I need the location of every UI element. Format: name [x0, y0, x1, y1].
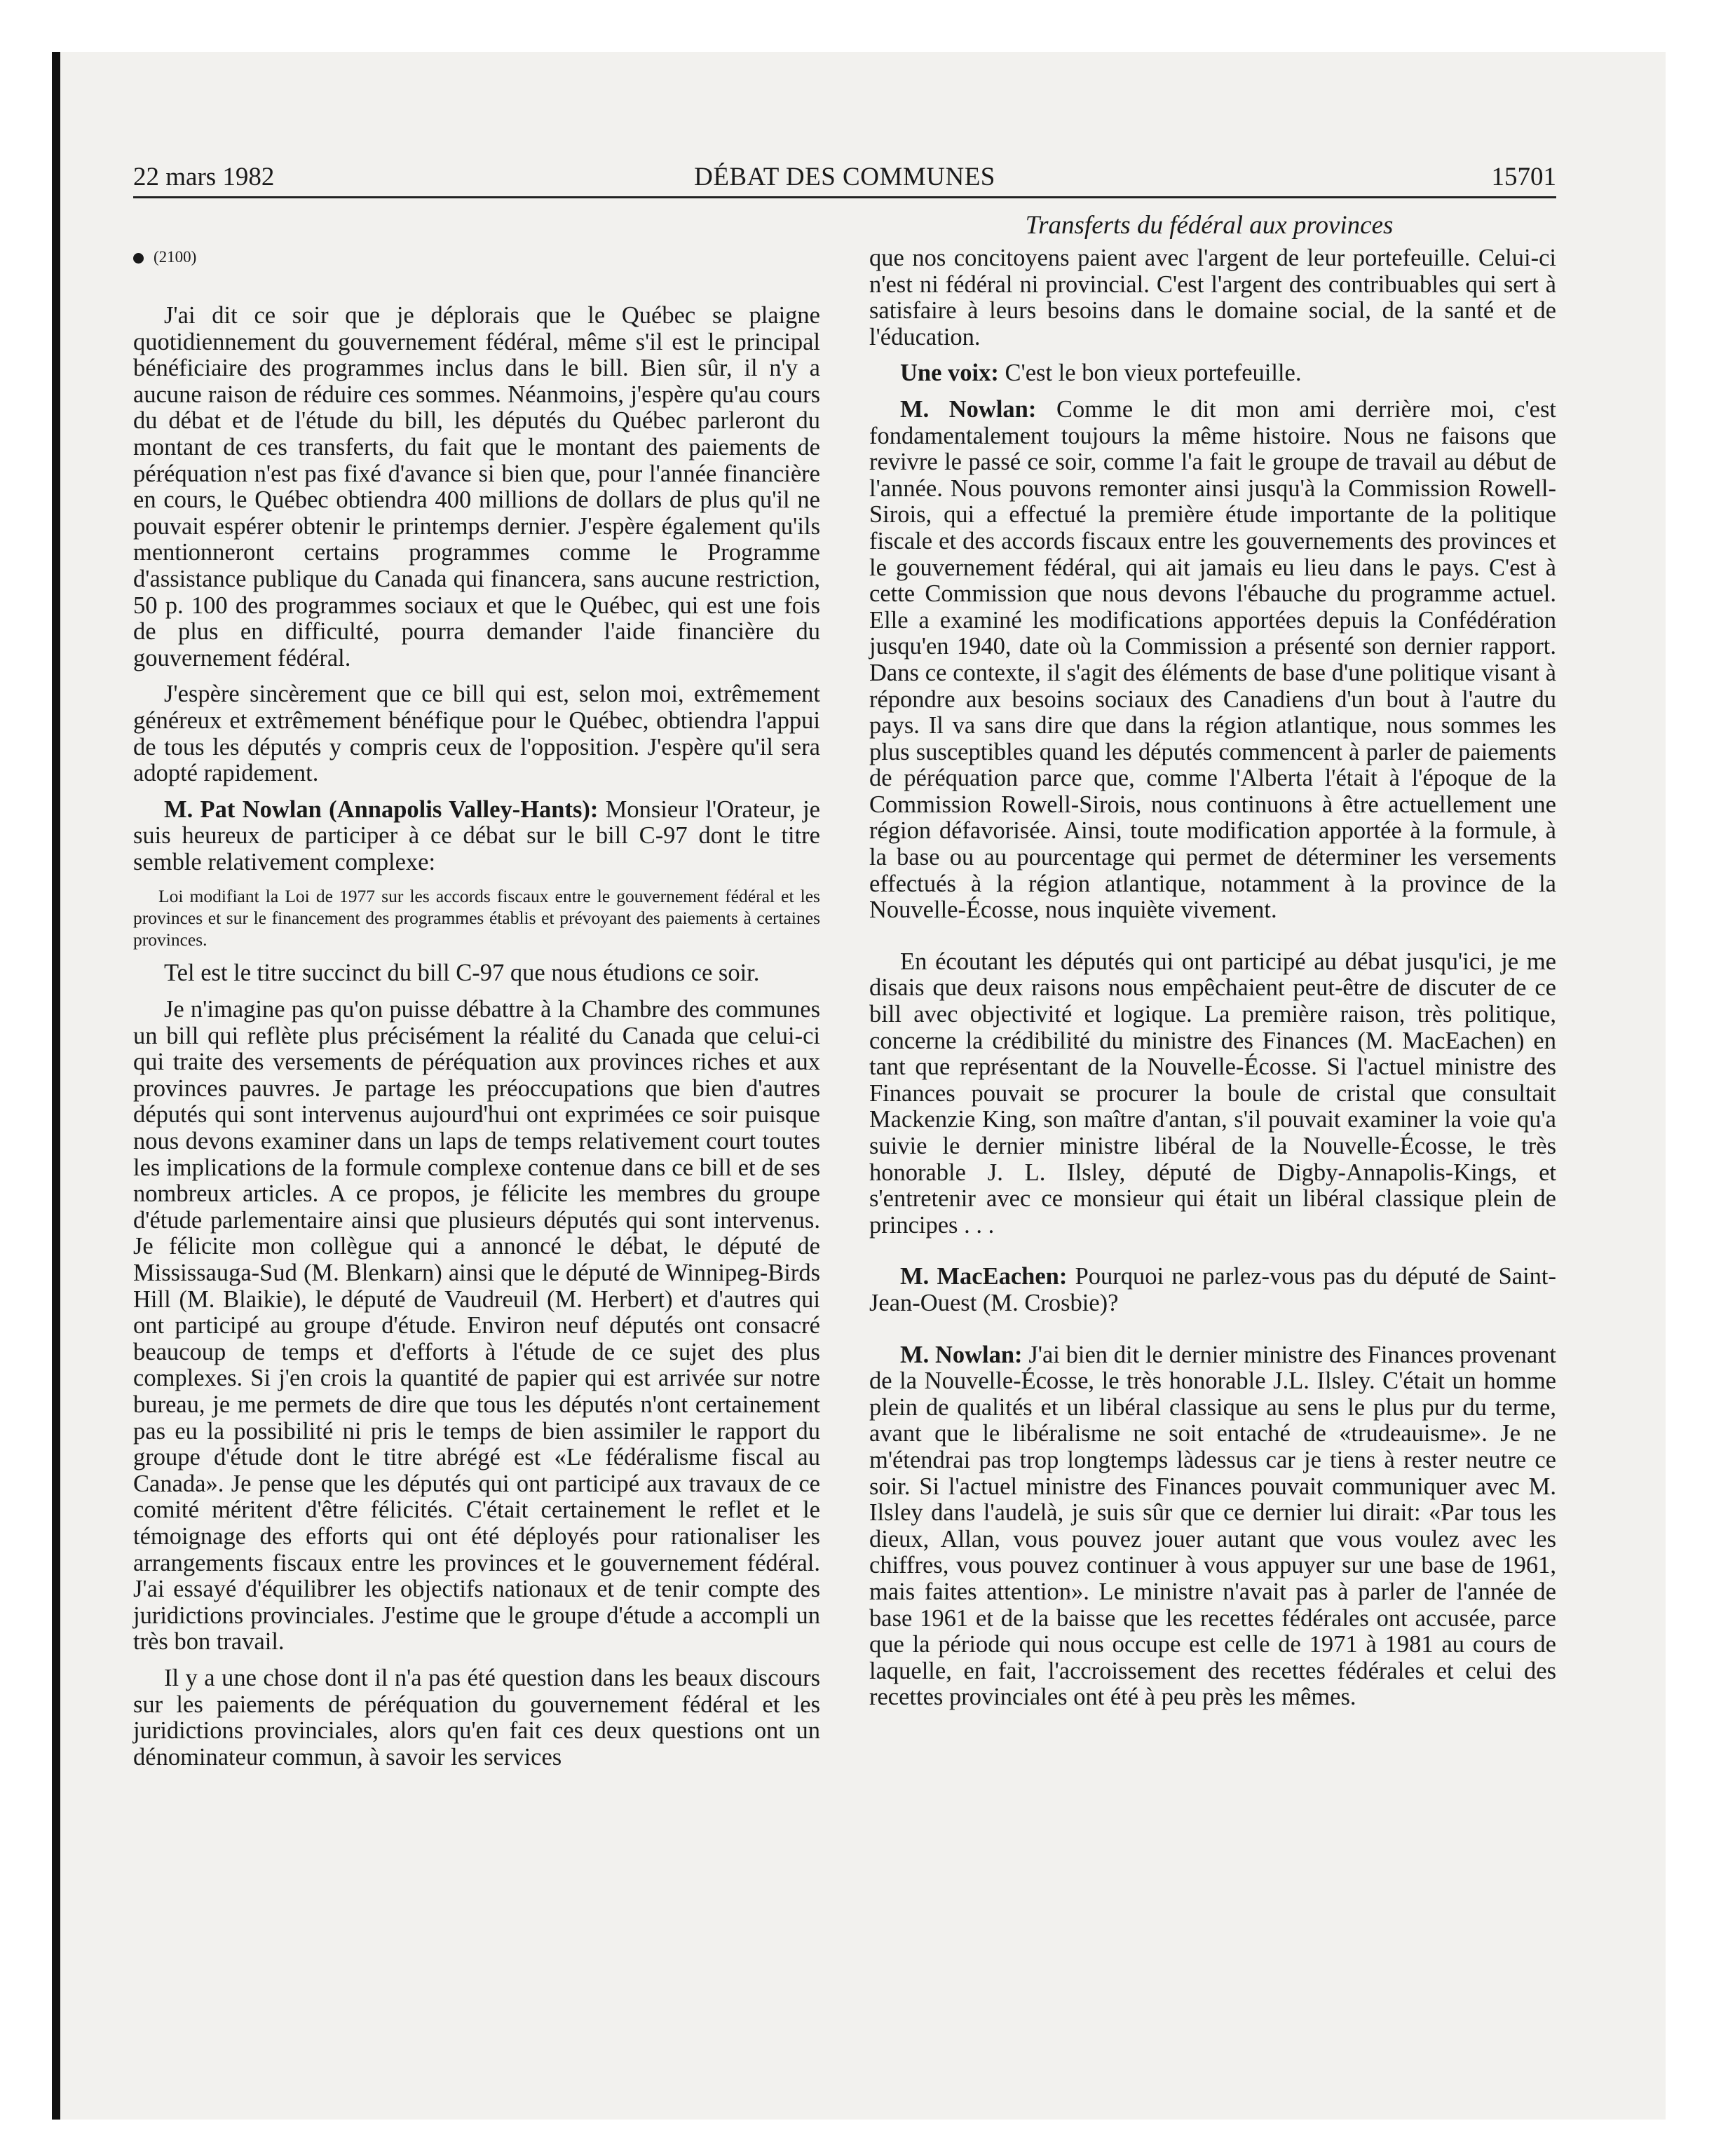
paragraph: Il y a une chose dont il n'a pas été question dans les beaux discours sur les paiements de péréquation du gouvernement fédéral et les juridictions provinciales, alors qu'en fait ces deux questions ont un dénominateur commun, à savoir les services [133, 1664, 820, 1770]
time-marker [133, 245, 820, 269]
paragraph: En écoutant les députés qui ont participé au débat jusqu'ici, je me disais que deux raisons nous empêchaient peut-être de discuter de ce bill avec objectivité et logique. La première raison, très politique, concerne la crédibilité du ministre des Finances (M. MacEachen) en tant que représentant de la Nouvelle-Écosse. Si l'actuel ministre des Finances pouvait se procurer la boule de cristal que consultait Mackenzie King, son maître d'antan, s'il pouvait examiner la voie qu'a suivie le dernier ministre libéral de la Nouvelle-Écosse, le très honorable J. L. Ilsley, député de Digby-Annapolis-Kings, et s'entretenir avec ce monsieur qui était un libéral classique plein de principes . . . [869, 948, 1556, 1239]
time-marker-text: (2100) [154, 248, 197, 266]
page-number: 15701 [1491, 163, 1556, 191]
paragraph: J'espère sincèrement que ce bill qui est, selon moi, extrêmement généreux et extrêmement bénéfique pour le Québec, obtiendra l'appui de tous les députés y compris ceux de l'opposition. J'espère qu'il sera adopté rapidement. [133, 681, 820, 787]
subject-heading: Transferts du fédéral aux provinces [1025, 211, 1394, 240]
speech-text: Monsieur l'Orateur, je suis heureux de participer à ce débat sur le bill C-97 dont le titre semble relativement complexe: [133, 796, 820, 875]
speech-text: C'est le bon vieux portefeuille. [1005, 360, 1302, 387]
speech-text: J'ai bien dit le dernier ministre des Finances provenant de la Nouvelle-Écosse, le très honorable J.L. Ilsley. C'était un homme plein de qualités et un libéral classique au sens le plus pur du terme, avant que le libéralisme ne soit entaché de «trudeauisme». Je ne m'étendrai pas trop longtemps làdessus car je tiens à rester neutre ce soir. Si l'actuel ministre des Finances pouvait communiquer avec M. Ilsley dans l'audelà, je suis sûr que ce dernier lui dirait: «Par tous les dieux, Allan, vous pouvez jouer autant que vous voulez avec les chiffres, vous pouvez continuer à vous appuyer sur une base de 1961, mais faites attention». Le ministre n'avait pas à parler de l'année de base 1961 et de la baisse que les recettes fédérales ont accusée, parce que la période qui nous occupe est celle de 1971 à 1981 au cours de laquelle, en fait, l'accroissement des recettes fédérales et celui des recettes provinciales ont été à peu près les mêmes. [869, 1341, 1557, 1711]
speaker-name: M. Nowlan: [900, 1341, 1023, 1368]
header-date: 22 mars 1982 [133, 163, 275, 191]
paragraph: Je n'imagine pas qu'on puisse débattre à la Chambre des communes un bill qui reflète plus précisément la réalité du Canada que celui-ci qui traite des versements de péréquation aux provinces riches et aux provinces pauvres. Je partage les préoccupations que bien d'autres députés qui sont intervenus aujourd'hui ont exprimées ce soir puisque nous devons examiner dans un laps de temps relativement court toutes les implications de la formule complexe contenue dans ce bill et de ses nombreux articles. A ce propos, je félicite les membres du groupe d'étude parlementaire ainsi que plusieurs députés qui sont intervenus. Je félicite mon collègue qui a annoncé le débat, le député de Mississauga-Sud (M. Blenkarn) ainsi que le député de Winnipeg-Birds Hill (M. Blaikie), le député de Vaudreuil (M. Herbert) et d'autres qui ont participé au groupe d'étude. Environ neuf députés ont consacré beaucoup de temps et d'efforts à l'étude de ce sujet des plus complexes. Si j'en crois la quantité de papier qui est arrivée sur notre bureau, je me permets de dire que tous les députés n'ont certainement pas eu la possibilité ni pris le temps de bien assimiler le rapport du groupe d'étude dont le titre abrégé est «Le fédéralisme fiscal au Canada». Je pense que les députés qui ont participé aux travaux de ce comité méritent d'être félicités. C'était certainement le reflet et le témoignage des efforts qui ont été déployés pour rationaliser les arrangements fiscaux entre les provinces et le gouvernement fédéral. J'ai essayé d'équilibrer les objectifs nationaux et de tenir compte des juridictions provinciales. J'estime que le groupe d'étude a accompli un très bon travail. [133, 996, 820, 1656]
paragraph: que nos concitoyens paient avec l'argent de leur portefeuille. Celui-ci n'est ni fédéral ni provincial. C'est l'argent des contribuables qui sert à satisfaire à leurs besoins dans le domaine social, de la santé et de l'éducation. [869, 245, 1556, 350]
paragraph [869, 1342, 1556, 1711]
speaker-name: M. Nowlan: [900, 395, 1037, 423]
scan-edge [52, 52, 60, 2120]
spacer [869, 1327, 1556, 1342]
speech-text: Pourquoi ne parlez-vous pas du député de Saint-Jean-Ouest (M. Crosbie)? [869, 1263, 1556, 1316]
paragraph [869, 1264, 1556, 1316]
spacer [869, 1248, 1556, 1264]
speaker-name: M. MacEachen: [900, 1263, 1068, 1290]
spacer [869, 934, 1556, 949]
header-rule [133, 196, 1556, 198]
paragraph: J'ai dit ce soir que je déplorais que le Québec se plaigne quotidiennement du gouvernement fédéral, même s'il est le principal bénéficiaire des programmes inclus dans le bill. Bien sûr, il n'y a aucune raison de réduire ces sommes. Néanmoins, j'espère qu'au cours du débat et de l'étude du bill, les députés du Québec parleront du montant de ces transferts, du fait que le montant des paiements de péréquation n'est pas fixé d'avance si bien que, pour l'année financière en cours, le Québec obtiendra 400 millions de dollars de plus qu'il ne pouvait espérer obtenir le printemps dernier. J'espère également qu'ils mentionneront certains programmes comme le Programme d'assistance publique du Canada qui financera, sans aucune restriction, 50 p. 100 des programmes sociaux et que le Québec, qui est une fois de plus en difficulté, pourra demander l'aide financière du gouvernement fédéral. [133, 302, 820, 671]
speaker-name: Une voix: [900, 360, 999, 387]
paragraph [869, 360, 1556, 387]
paragraph [133, 797, 820, 876]
page-header [133, 160, 1556, 195]
speaker-name: M. Pat Nowlan (Annapolis Valley-Hants): [164, 796, 599, 823]
bullet-icon [133, 253, 144, 264]
header-title: DÉBAT DES COMMUNES [694, 163, 995, 191]
left-column [133, 245, 820, 1780]
right-column [869, 245, 1556, 1721]
speech-text: Comme le dit mon ami derrière moi, c'est fondamentalement toujours la même histoire. Nous ne faisons que revivre le passé ce soir, comme l'a fait le groupe de travail au début de l'année. Nous pouvons remonter ainsi jusqu'à la Commission Rowell-Sirois, qui a effectué la première étude importante de la politique fiscale et des accords fiscaux entre les gouvernements des provinces et le gouvernement fédéral, qui ait jamais eu lieu dans le pays. C'est à cette Commission que nous devons l'ébauche du programme actuel. Elle a examiné les modifications apportées depuis la Confédération jusqu'en 1940, date où la Commission a présenté son dernier rapport. Dans ce contexte, il s'agit des éléments de base d'une politique visant à répondre aux besoins sociaux des Canadiens d'un bout à l'autre du pays. Il va sans dire que dans la région atlantique, nous sommes les plus susceptibles quand les députés commencent à parler de paiements de péréquation parce que, comme l'Alberta l'était à l'époque de la Commission Rowell-Sirois, nous continuons à être actuellement une région défavorisée. Ainsi, toute modification apportée à la formule, à la base ou au pourcentage qui permet de déterminer les versements effectués à la région atlantique, notamment à la province de la Nouvelle-Écosse, nous inquiète vivement. [869, 395, 1556, 924]
paragraph: Tel est le titre succinct du bill C-97 que nous étudions ce soir. [164, 960, 760, 987]
bill-title-quote: Loi modifiant la Loi de 1977 sur les accords fiscaux entre le gouvernement fédéral et les provinces et sur le financement des programmes établis et prévoyant des paiements à certaines provinces. [133, 886, 820, 950]
paragraph [869, 397, 1556, 924]
